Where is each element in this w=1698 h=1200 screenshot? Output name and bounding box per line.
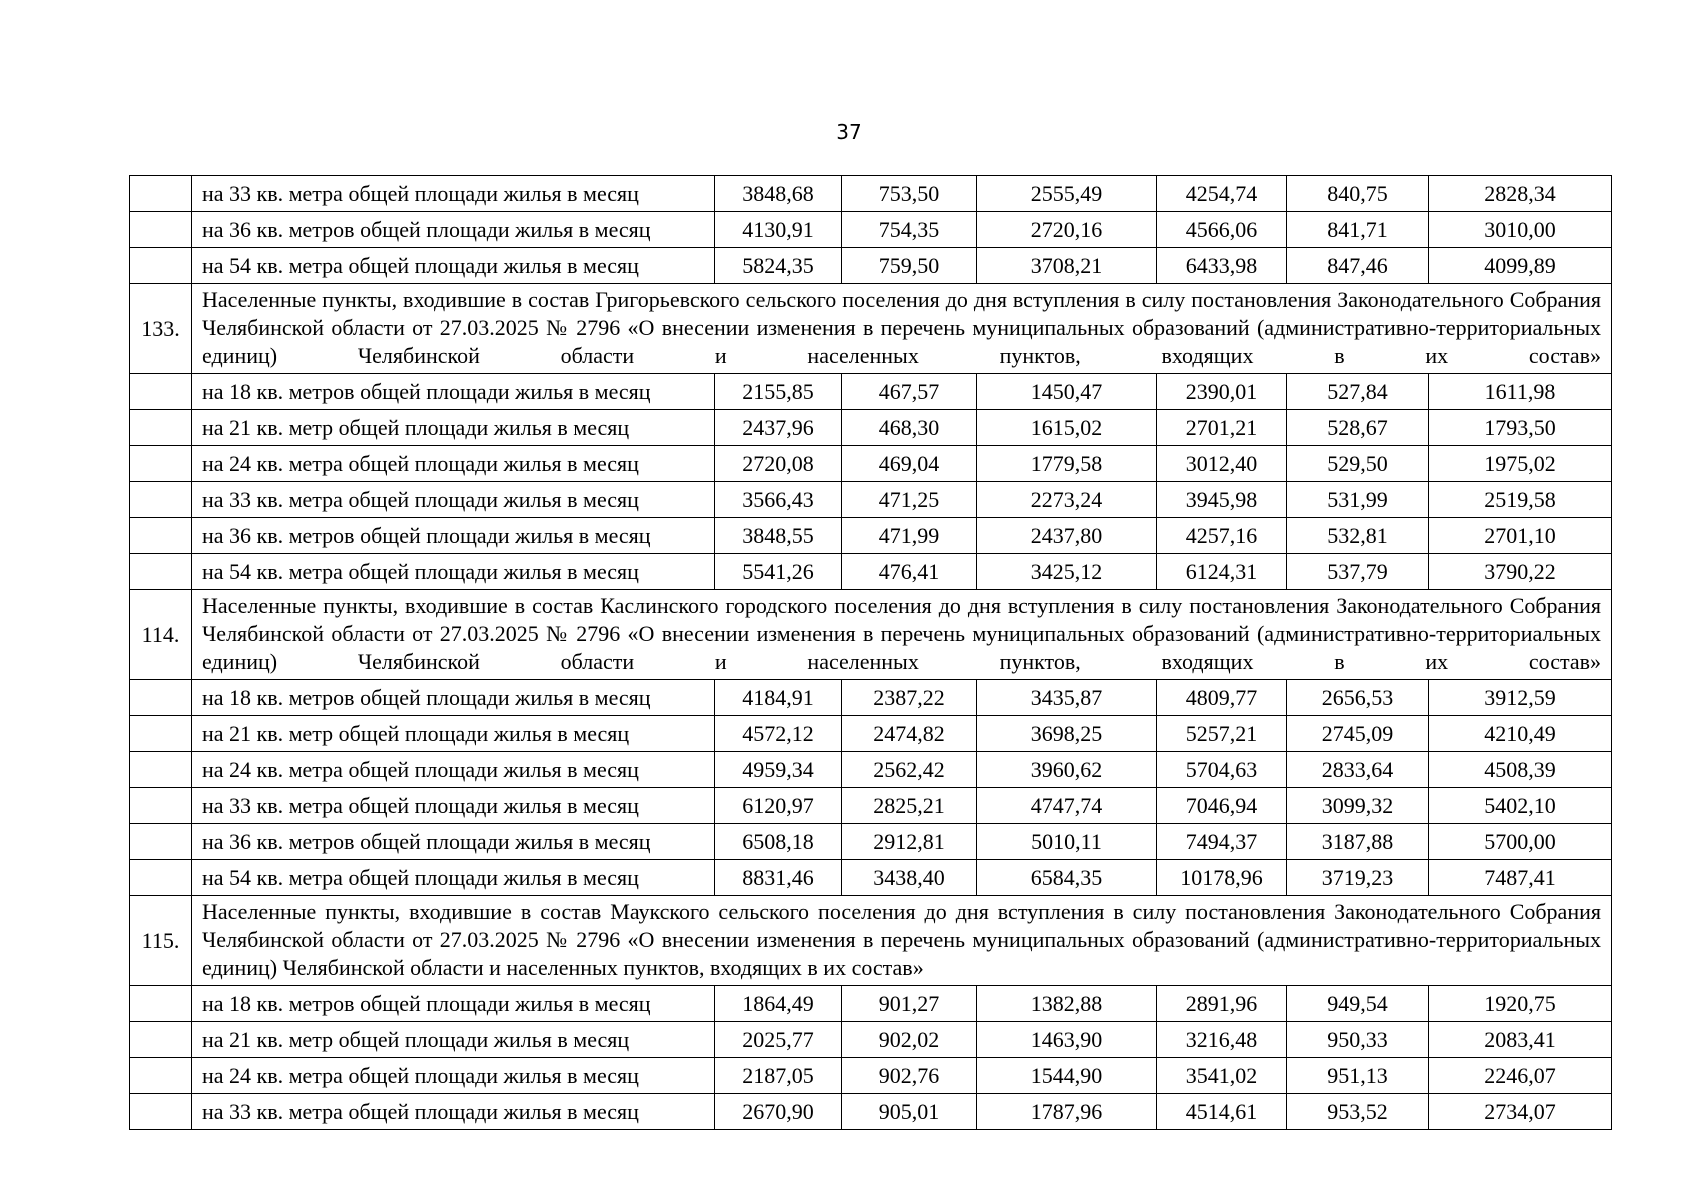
- value-cell: 4184,91: [715, 680, 842, 716]
- value-cell: 2701,21: [1157, 410, 1287, 446]
- value-cell: 1463,90: [977, 1022, 1157, 1058]
- value-cell: 3435,87: [977, 680, 1157, 716]
- value-cell: 2246,07: [1429, 1058, 1612, 1094]
- value-cell: 3912,59: [1429, 680, 1612, 716]
- value-cell: 1611,98: [1429, 374, 1612, 410]
- value-cell: 527,84: [1287, 374, 1429, 410]
- value-cell: 2833,64: [1287, 752, 1429, 788]
- value-cell: 5402,10: [1429, 788, 1612, 824]
- value-cell: 531,99: [1287, 482, 1429, 518]
- value-cell: 4514,61: [1157, 1094, 1287, 1130]
- row-number-cell: [130, 1058, 192, 1094]
- value-cell: 537,79: [1287, 554, 1429, 590]
- value-cell: 2519,58: [1429, 482, 1612, 518]
- row-number-cell: [130, 410, 192, 446]
- value-cell: 1615,02: [977, 410, 1157, 446]
- value-cell: 2670,90: [715, 1094, 842, 1130]
- value-cell: 4210,49: [1429, 716, 1612, 752]
- section-number: 115.: [130, 896, 192, 986]
- page-number: 37: [836, 120, 862, 144]
- value-cell: 2025,77: [715, 1022, 842, 1058]
- value-cell: 1975,02: [1429, 446, 1612, 482]
- table-row: [130, 446, 1612, 482]
- value-cell: 4254,74: [1157, 176, 1287, 212]
- value-cell: 1920,75: [1429, 986, 1612, 1022]
- section-number: 133.: [130, 284, 192, 374]
- value-cell: 2720,08: [715, 446, 842, 482]
- value-cell: 467,57: [842, 374, 977, 410]
- row-number-cell: [130, 374, 192, 410]
- table-row: [130, 1058, 1612, 1094]
- value-cell: 532,81: [1287, 518, 1429, 554]
- value-cell: 5704,63: [1157, 752, 1287, 788]
- value-cell: 840,75: [1287, 176, 1429, 212]
- section-number: 114.: [130, 590, 192, 680]
- value-cell: 754,35: [842, 212, 977, 248]
- row-label: на 24 кв. метра общей площади жилья в месяц: [192, 752, 715, 788]
- value-cell: 3708,21: [977, 248, 1157, 284]
- row-number-cell: [130, 1094, 192, 1130]
- row-label: на 36 кв. метров общей площади жилья в месяц: [192, 212, 715, 248]
- value-cell: 4508,39: [1429, 752, 1612, 788]
- value-cell: 3848,55: [715, 518, 842, 554]
- value-cell: 528,67: [1287, 410, 1429, 446]
- value-cell: 471,99: [842, 518, 977, 554]
- value-cell: 6120,97: [715, 788, 842, 824]
- row-label: на 24 кв. метра общей площади жилья в месяц: [192, 446, 715, 482]
- value-cell: 1793,50: [1429, 410, 1612, 446]
- value-cell: 953,52: [1287, 1094, 1429, 1130]
- value-cell: 6433,98: [1157, 248, 1287, 284]
- row-label: на 21 кв. метр общей площади жилья в месяц: [192, 410, 715, 446]
- value-cell: 2562,42: [842, 752, 977, 788]
- row-number-cell: [130, 824, 192, 860]
- value-cell: 2745,09: [1287, 716, 1429, 752]
- value-cell: 7046,94: [1157, 788, 1287, 824]
- value-cell: 2437,96: [715, 410, 842, 446]
- table-row: [130, 554, 1612, 590]
- value-cell: 1382,88: [977, 986, 1157, 1022]
- value-cell: 529,50: [1287, 446, 1429, 482]
- value-cell: 901,27: [842, 986, 977, 1022]
- table-row: [130, 518, 1612, 554]
- table-row: [130, 824, 1612, 860]
- table-row: [130, 176, 1612, 212]
- section-header-text: Населенные пункты, входившие в состав Маукского сельского поселения до дня вступления в силу постановления Законодательного Собрания Челябинской области от 27.03.2025 № 2796 «О внесении изменения в перечень муниципальных образований (административно-территориальных единиц) Челябинской области и населенных пунктов, входящих в их состав»: [192, 896, 1612, 986]
- row-number-cell: [130, 176, 192, 212]
- value-cell: 10178,96: [1157, 860, 1287, 896]
- value-cell: 2474,82: [842, 716, 977, 752]
- value-cell: 3698,25: [977, 716, 1157, 752]
- value-cell: 4747,74: [977, 788, 1157, 824]
- value-cell: 2390,01: [1157, 374, 1287, 410]
- section-header-row: [130, 896, 1612, 986]
- value-cell: 4572,12: [715, 716, 842, 752]
- value-cell: 841,71: [1287, 212, 1429, 248]
- row-number-cell: [130, 680, 192, 716]
- value-cell: 5541,26: [715, 554, 842, 590]
- row-number-cell: [130, 446, 192, 482]
- table-row: [130, 212, 1612, 248]
- value-cell: 4130,91: [715, 212, 842, 248]
- value-cell: 753,50: [842, 176, 977, 212]
- row-label: на 18 кв. метров общей площади жилья в месяц: [192, 986, 715, 1022]
- value-cell: 3790,22: [1429, 554, 1612, 590]
- value-cell: 2828,34: [1429, 176, 1612, 212]
- value-cell: 847,46: [1287, 248, 1429, 284]
- tariff-table: [129, 175, 1612, 1130]
- table-body: [130, 176, 1612, 1130]
- value-cell: 2083,41: [1429, 1022, 1612, 1058]
- row-label: на 33 кв. метра общей площади жилья в месяц: [192, 1094, 715, 1130]
- value-cell: 2656,53: [1287, 680, 1429, 716]
- row-label: на 33 кв. метра общей площади жилья в месяц: [192, 788, 715, 824]
- row-number-cell: [130, 788, 192, 824]
- value-cell: 1787,96: [977, 1094, 1157, 1130]
- value-cell: 1544,90: [977, 1058, 1157, 1094]
- section-header-text: Населенные пункты, входившие в состав Григорьевского сельского поселения до дня вступления в силу постановления Законодательного Собрания Челябинской области от 27.03.2025 № 2796 «О внесении изменения в перечень муниципальных образований (административно-территориальных единиц) Челябинской области и населенных пунктов, входящих в их состав»: [192, 284, 1612, 374]
- row-number-cell: [130, 518, 192, 554]
- value-cell: 3187,88: [1287, 824, 1429, 860]
- value-cell: 2437,80: [977, 518, 1157, 554]
- table-row: [130, 788, 1612, 824]
- value-cell: 7494,37: [1157, 824, 1287, 860]
- value-cell: 2825,21: [842, 788, 977, 824]
- value-cell: 2720,16: [977, 212, 1157, 248]
- section-header-row: [130, 284, 1612, 374]
- value-cell: 3945,98: [1157, 482, 1287, 518]
- table-row: [130, 680, 1612, 716]
- value-cell: 2273,24: [977, 482, 1157, 518]
- table-row: [130, 860, 1612, 896]
- row-label: на 33 кв. метра общей площади жилья в месяц: [192, 482, 715, 518]
- value-cell: 7487,41: [1429, 860, 1612, 896]
- row-number-cell: [130, 716, 192, 752]
- table-row: [130, 248, 1612, 284]
- row-number-cell: [130, 248, 192, 284]
- value-cell: 471,25: [842, 482, 977, 518]
- value-cell: 2187,05: [715, 1058, 842, 1094]
- row-label: на 54 кв. метра общей площади жилья в месяц: [192, 248, 715, 284]
- row-label: на 36 кв. метров общей площади жилья в месяц: [192, 518, 715, 554]
- value-cell: 949,54: [1287, 986, 1429, 1022]
- row-number-cell: [130, 986, 192, 1022]
- value-cell: 3566,43: [715, 482, 842, 518]
- table-row: [130, 986, 1612, 1022]
- row-label: на 54 кв. метра общей площади жилья в месяц: [192, 554, 715, 590]
- value-cell: 2155,85: [715, 374, 842, 410]
- row-number-cell: [130, 482, 192, 518]
- value-cell: 2912,81: [842, 824, 977, 860]
- value-cell: 950,33: [1287, 1022, 1429, 1058]
- value-cell: 3960,62: [977, 752, 1157, 788]
- value-cell: 3425,12: [977, 554, 1157, 590]
- row-number-cell: [130, 212, 192, 248]
- value-cell: 1864,49: [715, 986, 842, 1022]
- table-row: [130, 1094, 1612, 1130]
- value-cell: 3848,68: [715, 176, 842, 212]
- value-cell: 4959,34: [715, 752, 842, 788]
- row-label: на 21 кв. метр общей площади жилья в месяц: [192, 1022, 715, 1058]
- value-cell: 3010,00: [1429, 212, 1612, 248]
- row-label: на 36 кв. метров общей площади жилья в месяц: [192, 824, 715, 860]
- value-cell: 5257,21: [1157, 716, 1287, 752]
- row-label: на 18 кв. метров общей площади жилья в месяц: [192, 680, 715, 716]
- row-number-cell: [130, 1022, 192, 1058]
- value-cell: 8831,46: [715, 860, 842, 896]
- value-cell: 902,02: [842, 1022, 977, 1058]
- row-label: на 18 кв. метров общей площади жилья в месяц: [192, 374, 715, 410]
- table-row: [130, 410, 1612, 446]
- value-cell: 1450,47: [977, 374, 1157, 410]
- value-cell: 759,50: [842, 248, 977, 284]
- value-cell: 4257,16: [1157, 518, 1287, 554]
- value-cell: 469,04: [842, 446, 977, 482]
- row-label: на 54 кв. метра общей площади жилья в месяц: [192, 860, 715, 896]
- value-cell: 3099,32: [1287, 788, 1429, 824]
- row-number-cell: [130, 554, 192, 590]
- value-cell: 3719,23: [1287, 860, 1429, 896]
- row-number-cell: [130, 860, 192, 896]
- value-cell: 5700,00: [1429, 824, 1612, 860]
- value-cell: 3012,40: [1157, 446, 1287, 482]
- value-cell: 476,41: [842, 554, 977, 590]
- section-header-text: Населенные пункты, входившие в состав Каслинского городского поселения до дня вступления в силу постановления Законодательного Собрания Челябинской области от 27.03.2025 № 2796 «О внесении изменения в перечень муниципальных образований (административно-территориальных единиц) Челябинской области и населенных пунктов, входящих в их состав»: [192, 590, 1612, 680]
- value-cell: 3216,48: [1157, 1022, 1287, 1058]
- value-cell: 468,30: [842, 410, 977, 446]
- value-cell: 6508,18: [715, 824, 842, 860]
- table-row: [130, 752, 1612, 788]
- value-cell: 902,76: [842, 1058, 977, 1094]
- value-cell: 3438,40: [842, 860, 977, 896]
- section-header-row: [130, 590, 1612, 680]
- table-row: [130, 1022, 1612, 1058]
- row-label: на 24 кв. метра общей площади жилья в месяц: [192, 1058, 715, 1094]
- value-cell: 5824,35: [715, 248, 842, 284]
- row-number-cell: [130, 752, 192, 788]
- value-cell: 3541,02: [1157, 1058, 1287, 1094]
- value-cell: 951,13: [1287, 1058, 1429, 1094]
- value-cell: 905,01: [842, 1094, 977, 1130]
- value-cell: 2387,22: [842, 680, 977, 716]
- table-row: [130, 482, 1612, 518]
- value-cell: 5010,11: [977, 824, 1157, 860]
- row-label: на 33 кв. метра общей площади жилья в месяц: [192, 176, 715, 212]
- table-row: [130, 716, 1612, 752]
- value-cell: 4566,06: [1157, 212, 1287, 248]
- value-cell: 2891,96: [1157, 986, 1287, 1022]
- value-cell: 2555,49: [977, 176, 1157, 212]
- value-cell: 2734,07: [1429, 1094, 1612, 1130]
- row-label: на 21 кв. метр общей площади жилья в месяц: [192, 716, 715, 752]
- table-row: [130, 374, 1612, 410]
- value-cell: 6124,31: [1157, 554, 1287, 590]
- value-cell: 2701,10: [1429, 518, 1612, 554]
- value-cell: 4099,89: [1429, 248, 1612, 284]
- value-cell: 4809,77: [1157, 680, 1287, 716]
- value-cell: 1779,58: [977, 446, 1157, 482]
- value-cell: 6584,35: [977, 860, 1157, 896]
